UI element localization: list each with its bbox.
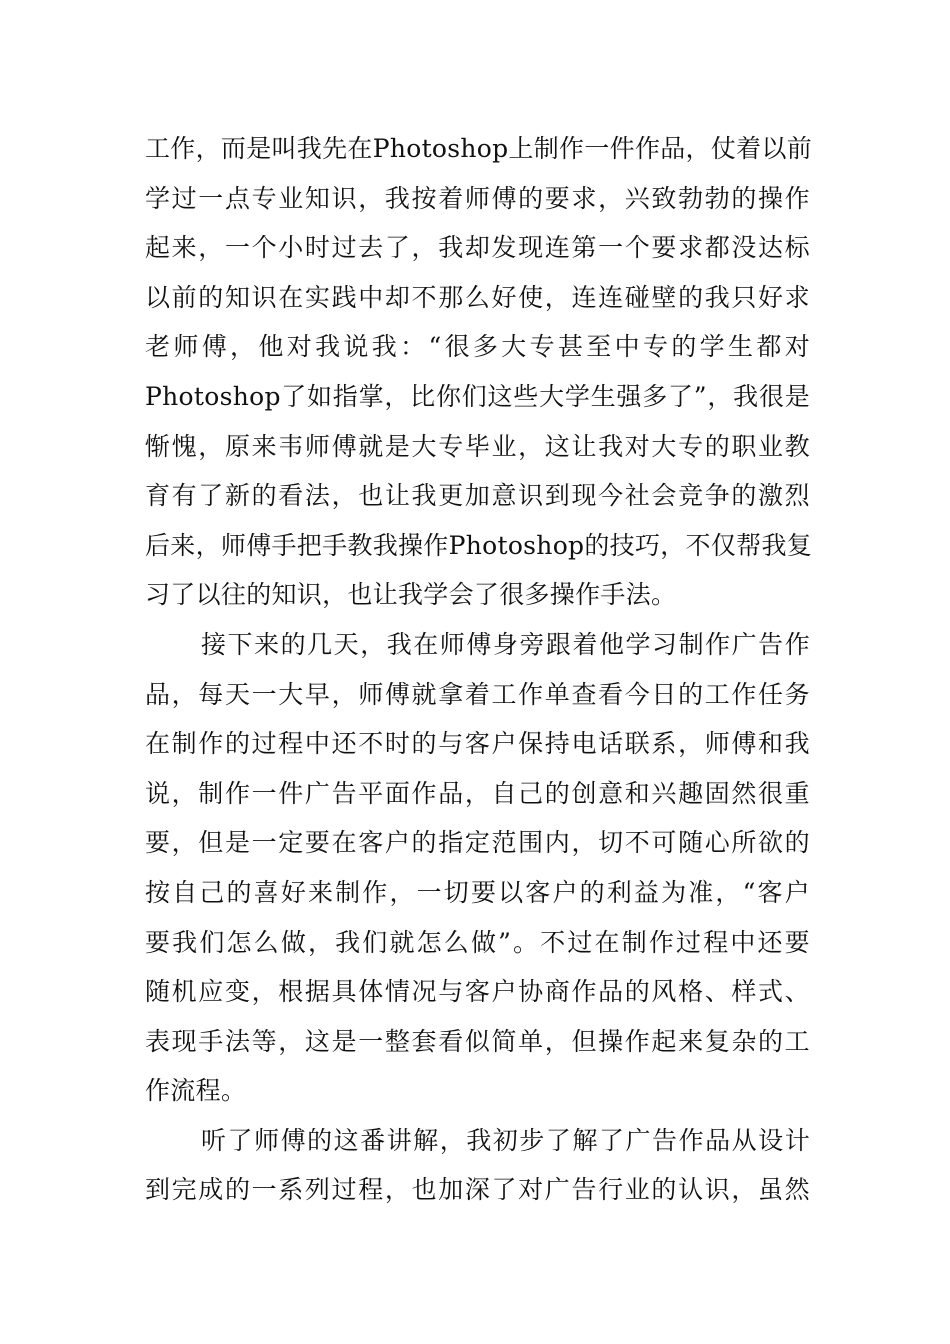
- text-line: 育有了新的看法，也让我更加意识到现今社会竞争的激烈: [145, 481, 810, 511]
- text-line: 说，制作一件广告平面作品，自己的创意和兴趣固然很重: [145, 778, 810, 808]
- text-line: 要，但是一定要在客户的指定范围内，切不可随心所欲的: [145, 828, 810, 858]
- text-line: 老师傅，他对我说我：“很多大专甚至中专的学生都对: [145, 332, 810, 362]
- text-line: 在制作的过程中还不时的与客户保持电话联系，师傅和我: [145, 729, 810, 759]
- text-line: 要我们怎么做，我们就怎么做”。不过在制作过程中还要: [145, 927, 810, 957]
- text-line: 按自己的喜好来制作，一切要以客户的利益为准，“客户: [145, 877, 810, 907]
- text-line: 起来，一个小时过去了，我却发现连第一个要求都没达标: [145, 233, 810, 263]
- text-line: Photoshop了如指掌，比你们这些大学生强多了”，我很是: [145, 381, 810, 411]
- text-line: 学过一点专业知识，我按着师傅的要求，兴致勃勃的操作: [145, 183, 810, 213]
- text-line: 惭愧，原来韦师傅就是大专毕业，这让我对大专的职业教: [145, 431, 810, 461]
- text-line: 后来，师傅手把手教我操作Photoshop的技巧，不仅帮我复: [145, 530, 813, 560]
- text-line: 表现手法等，这是一整套看似简单，但操作起来复杂的工: [145, 1026, 810, 1056]
- text-line: 随机应变，根据具体情况与客户协商作品的风格、样式、: [145, 977, 810, 1007]
- text-line: 以前的知识在实践中却不那么好使，连连碰壁的我只好求: [145, 282, 810, 312]
- body-text: [145, 124, 813, 1215]
- text-line: 习了以往的知识，也让我学会了很多操作手法。: [145, 580, 677, 610]
- paragraph-first-line: 听了师傅的这番讲解，我初步了解了广告作品从设计: [201, 1125, 810, 1155]
- text-line: 品，每天一大早，师傅就拿着工作单查看今日的工作任务: [145, 679, 810, 709]
- text-line: 作流程。: [145, 1076, 247, 1106]
- text-line: 到完成的一系列过程，也加深了对广告行业的认识，虽然: [145, 1175, 810, 1205]
- paragraph-first-line: 接下来的几天，我在师傅身旁跟着他学习制作广告作: [201, 629, 810, 659]
- text-line: 工作，而是叫我先在Photoshop上制作一件作品，仗着以前: [145, 134, 813, 163]
